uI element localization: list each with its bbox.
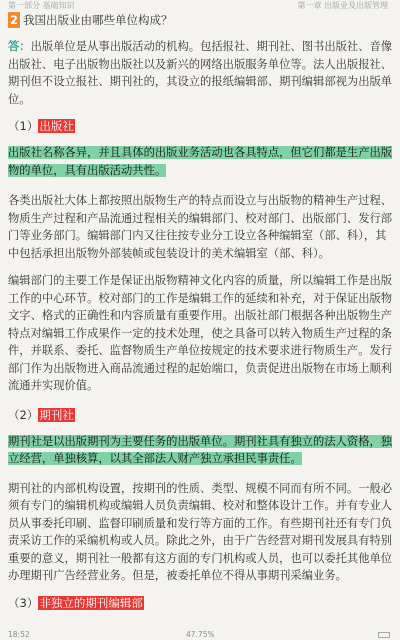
section-1-highlight-text: 出版社名称各异，并且具体的出版业务活动也各具特点，但它们都是生产出版物的单位，具有出版活动共性。 [8, 146, 393, 177]
section-3-heading [8, 595, 396, 611]
section-2-paragraph-1: 期刊社的内部机构设置，按期刊的性质、类型、规模不同而有所不同。一般必须有专门的编辑机构或编辑人员负责编辑、校对和整体设计工作。并有专业人员从事委托印刷、监督印刷质量和发行等方面的工作。有些期刊社还有专门负责采访工作的采编机构或人员。除此之外，由于广告经营对期刊发展具有特别重要的意义，期刊社一般都有这方面的专门机构或人员，也可以委托其他单位办理期刊广告经营业务。但是，被委托单位不得从事期刊采编业务。 [8, 481, 393, 582]
battery-icon [378, 632, 390, 638]
answer-paragraph [8, 38, 396, 108]
question-heading [8, 12, 396, 28]
reader-status-bar [0, 629, 400, 640]
section-3-title: 非独立的期刊编辑部 [39, 595, 143, 610]
section-2-title: 期刊社 [39, 407, 74, 422]
clock-time: 18:52 [8, 630, 30, 639]
section-1-paragraph-2: 编辑部门的主要工作是保证出版物精神文化内容的质量，所以编辑工作是出版工作的中心环节。校对部门的工作是编辑工作的延续和补充，对于保证出版物文字、格式的正确性和内容质量有重要作用。出版社部门根据各种出版物生产特点对编辑工作成果作一定的技术处理，使之具备可以转入物质生产过程的条件，并联系、委托、监督物质生产单位按规定的技术要求进行物质生产。发行部门作为出版物进入商品流通过程的起始端口，负责促进出版物在市场上顺利流通并实现价值。 [8, 274, 393, 392]
page-content [8, 10, 396, 611]
section-2-prefix: （2） [8, 407, 39, 422]
section-1-title: 出版社 [39, 119, 74, 133]
section-1-paragraph-1: 各类出版社大体上都按照出版物生产的特点而设立与出版物的精神生产过程、物质生产过程和产品流通过程相关的编辑部门、校对部门、出版部门、发行部门等业务部门。编辑部门内又往往按专业分工设立各种编辑室（部、科），其中包括承担出版物外部装帧或包装设计的美术编辑室（部、科）。 [8, 194, 393, 260]
reading-progress: 47.75% [186, 630, 215, 639]
section-2-highlight-text: 期刊社是以出版期刊为主要任务的出版单位。期刊社具有独立的法人资格，独立经营，单独核算，以其全部法人财产独立承担民事责任。 [8, 434, 393, 465]
chapter-title: 第一章 出版业及出版管理 [297, 1, 388, 10]
top-header [0, 0, 400, 10]
section-2-highlight [8, 433, 396, 468]
question-number-badge: 2 [9, 13, 18, 27]
section-1-highlight [8, 144, 396, 179]
answer-label: 答： [8, 40, 31, 53]
part-title: 第一部分 基础知识 [8, 1, 75, 10]
section-3-prefix: （3） [8, 595, 39, 610]
section-2-heading [8, 407, 396, 423]
question-text: 我国出版业由哪些单位构成？ [23, 13, 173, 27]
section-1-prefix: （1） [8, 119, 39, 133]
answer-text: 出版单位是从事出版活动的机构。包括报社、期刊社、图书出版社、音像出版社、电子出版物出版社以及新兴的网络出版服务单位等。法人出版报社、期刊但不设立报社、期刊社的，其设立的报纸编辑部、期刊编辑部视为出版单位。 [8, 40, 393, 106]
section-1-heading [8, 118, 396, 134]
